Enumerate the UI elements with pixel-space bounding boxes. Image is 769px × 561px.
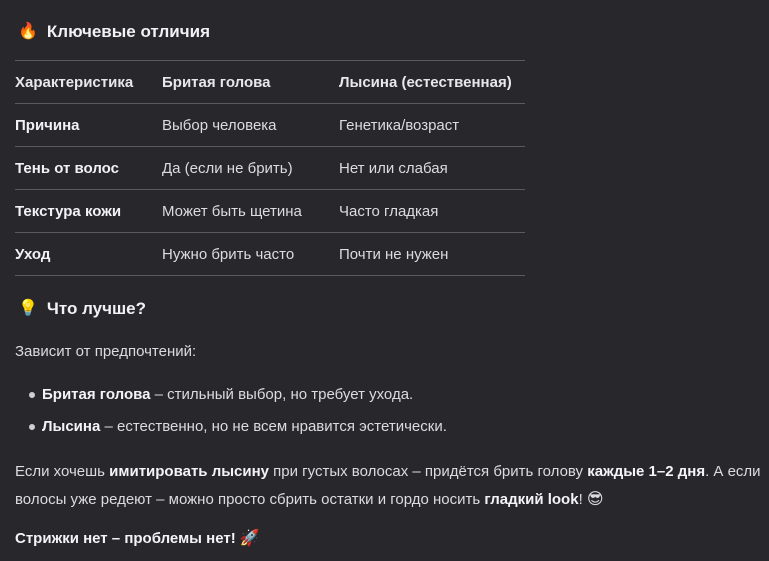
- text-span: . А если волосы уже редеют – можно просто сбрить остатки и гордо носить: [15, 463, 761, 508]
- table-cell: Часто гладкая: [339, 190, 525, 233]
- table-cell: Почти не нужен: [339, 233, 525, 276]
- table-cell: Может быть щетина: [162, 190, 339, 233]
- table-cell: Тень от волос: [15, 147, 162, 190]
- table-row: [15, 190, 525, 233]
- intro-text: Зависит от предпочтений:: [15, 343, 197, 360]
- table-header-cell: Лысина (естественная): [339, 61, 525, 104]
- table-row: [15, 233, 525, 276]
- section-heading-key-differences: [18, 22, 210, 42]
- list-item: [15, 384, 447, 416]
- text-span: при густых волосах – придётся брить голову: [269, 463, 588, 480]
- advice-paragraph: [15, 458, 765, 514]
- table-cell: Да (если не брить): [162, 147, 339, 190]
- section-title: Что лучше?: [46, 299, 146, 318]
- table-row: [15, 147, 525, 190]
- bullet-list: [15, 384, 447, 448]
- table-header-cell: Бритая голова: [162, 61, 339, 104]
- cool-face-icon: 😎: [586, 491, 604, 508]
- table-header-cell: Характеристика: [15, 61, 162, 104]
- closing-text: Стрижки нет – проблемы нет!: [15, 530, 240, 547]
- bold-span: имитировать лысину: [109, 463, 269, 480]
- table-cell: Уход: [15, 233, 162, 276]
- table-cell: Текстура кожи: [15, 190, 162, 233]
- table-row: [15, 104, 525, 147]
- list-item-text: – естественно, но не всем нравится эстетически.: [100, 418, 447, 435]
- lightbulb-icon: 💡: [18, 300, 38, 317]
- list-item-text: – стильный выбор, но требует ухода.: [150, 386, 414, 403]
- comparison-table: [15, 60, 525, 276]
- bold-span: каждые 1–2 дня: [587, 463, 706, 480]
- table-cell: Генетика/возраст: [339, 104, 525, 147]
- list-item-bold: Бритая голова: [42, 386, 151, 403]
- section-title: Ключевые отличия: [46, 22, 210, 41]
- closing-line: [15, 530, 260, 547]
- text-span: !: [578, 491, 587, 508]
- list-item-bold: Лысина: [42, 418, 101, 435]
- list-item: [15, 416, 447, 448]
- table-header-row: [15, 61, 525, 104]
- fire-icon: 🔥: [18, 23, 38, 40]
- bold-span: гладкий look: [484, 491, 579, 508]
- text-span: Если хочешь: [15, 463, 110, 480]
- section-heading-what-is-better: [18, 299, 146, 319]
- table-cell: Нужно брить часто: [162, 233, 339, 276]
- table-cell: Выбор человека: [162, 104, 339, 147]
- table-cell: Нет или слабая: [339, 147, 525, 190]
- table-cell: Причина: [15, 104, 162, 147]
- rocket-icon: 🚀: [239, 530, 260, 547]
